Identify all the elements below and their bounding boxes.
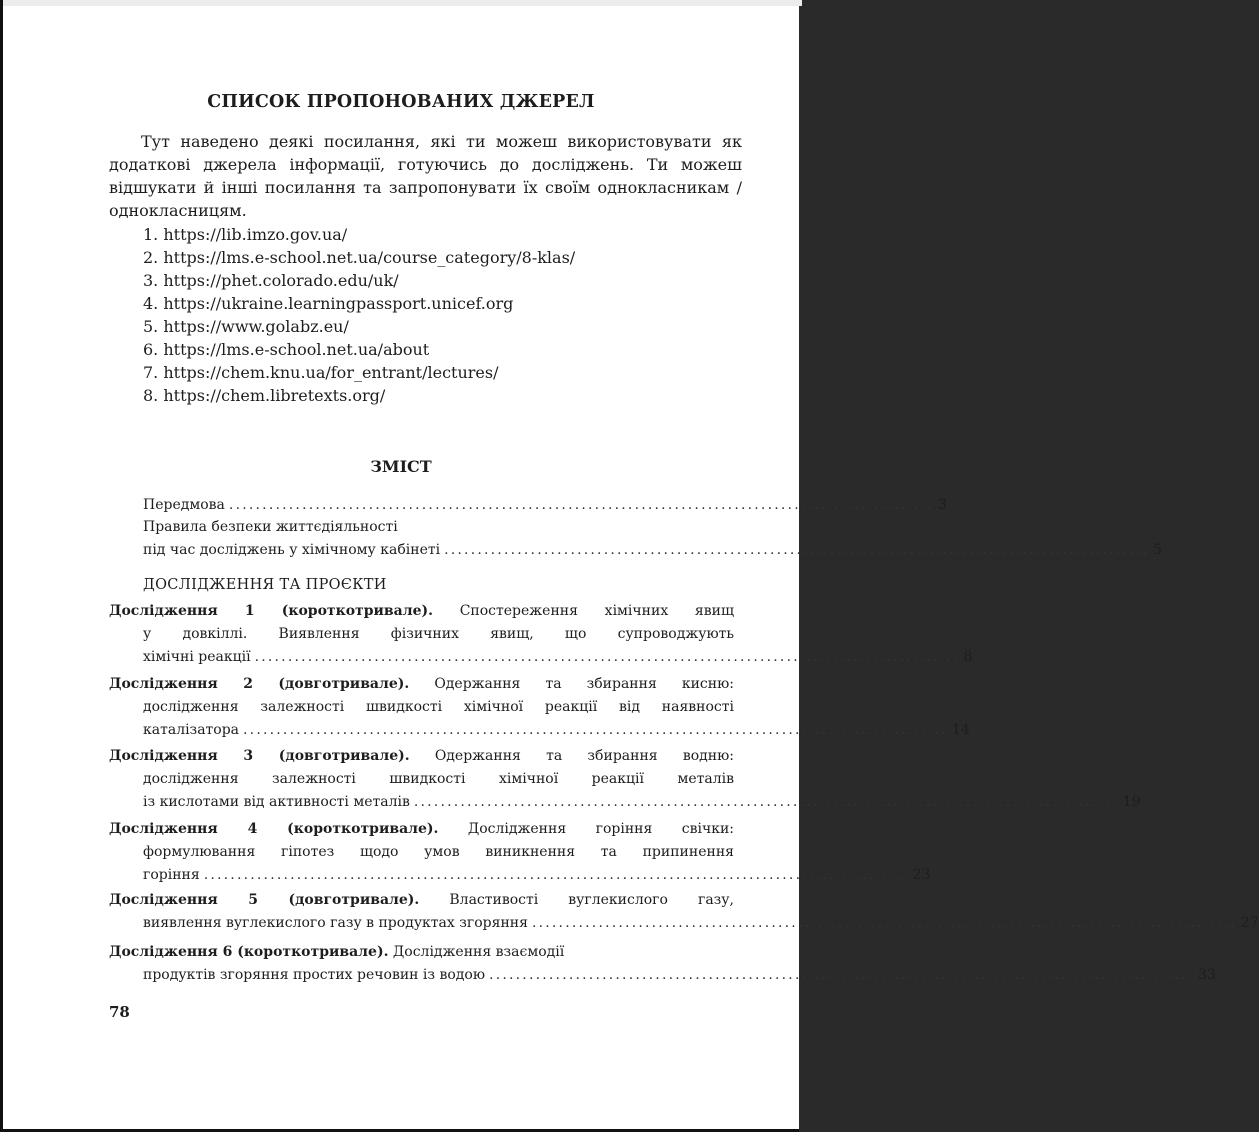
toc-page-number: 3 [937,497,947,513]
link-item[interactable]: 7. https://chem.knu.ua/for_entrant/lectures/ [143,363,499,382]
entry-text: хімічні реакції [143,649,251,665]
entry-text: горіння [143,867,200,883]
intro-paragraph: Тут наведено деякі посилання, які ти можеш використовувати як додаткові джерела інформації, готуючись до досліджень. Ти можеш відшукати й інші посилання та запропонувати їх своїм однокласникам / однокласницям. [109,132,742,220]
toc-entry-1 [109,600,973,669]
toc-preface [109,494,947,517]
toc-leader: .......................................................................................................... [444,542,1150,558]
entry-text: Спостереження хімічних явищ [459,603,734,619]
links-list [143,223,575,407]
link-item[interactable]: 6. https://lms.e-school.net.ua/about [143,340,430,359]
entry-text: із кислотами від активності металів [143,794,410,810]
toc-label: Правила безпеки життєдіяльності [143,519,398,535]
entry-title: Дослідження 5 (довготривале). [109,892,420,908]
toc-page-number: 27 [1240,915,1259,931]
entry-text: Одержання та збирання водню: [434,748,735,764]
link-item[interactable]: 8. https://chem.libretexts.org/ [143,386,386,405]
toc-page-number: 19 [1122,794,1141,810]
sources-title: СПИСОК ПРОПОНОВАНИХ ДЖЕРЕЛ [207,92,595,112]
toc-page-number: 8 [963,649,973,665]
entry-text: формулювання гіпотез щодо умов виникнення та припинення [143,844,734,860]
toc-entry-3 [109,745,1141,814]
link-item[interactable]: 3. https://phet.colorado.edu/uk/ [143,271,399,290]
toc-entry-6 [109,941,1216,987]
toc-leader: .......................................................................................................... [531,915,1237,931]
entry-title: Дослідження 3 (довготривале). [109,748,410,764]
link-item[interactable]: 1. https://lib.imzo.gov.ua/ [143,225,348,244]
toc-leader: .......................................................................................................... [228,497,934,513]
toc-section-heading [109,574,734,597]
entry-text: Дослідження взаємодії [392,944,565,960]
entry-text: Властивості вуглекислого газу, [449,892,734,908]
link-item[interactable]: 2. https://lms.e-school.net.ua/course_category/8-klas/ [143,248,576,267]
toc-entry-2 [109,673,970,742]
contents-title: ЗМІСТ [370,457,432,476]
link-item[interactable]: 4. https://ukraine.learningpassport.unicef.org [143,294,514,313]
entry-text: продуктів згоряння простих речовин із водою [143,967,486,983]
entry-title: Дослідження 1 (короткотривале). [109,603,433,619]
toc-leader: .......................................................................................................... [203,867,909,883]
entry-title: Дослідження 2 (довготривале). [109,676,410,692]
toc-page-number: 14 [951,722,970,738]
entry-text: дослідження залежності швидкості хімічної реакції від наявності [143,699,734,715]
scan-top-edge [3,0,802,6]
entry-text: Дослідження горіння свічки: [467,821,735,837]
link-item[interactable]: 5. https://www.golabz.eu/ [143,317,349,336]
sources-intro [109,130,742,222]
entry-text: каталізатора [143,722,240,738]
toc-leader: .......................................................................................................... [243,722,948,738]
toc-leader: .......................................................................................................... [489,967,1194,983]
toc-entry-5 [109,889,1259,935]
toc-label: Передмова [143,497,225,513]
entry-text: у довкіллі. Виявлення фізичних явищ, що супроводжують [143,626,734,642]
entry-text: Одержання та збирання кисню: [434,676,734,692]
toc-safety [109,516,1162,562]
section-heading: ДОСЛІДЖЕННЯ ТА ПРОЄКТИ [143,577,387,593]
entry-text: дослідження залежності швидкості хімічної реакції металів [143,771,734,787]
entry-title: Дослідження 6 (короткотривале). [109,944,389,960]
toc-leader: .......................................................................................................... [254,649,960,665]
toc-leader: .......................................................................................................... [413,794,1119,810]
page-number: 78 [109,1003,130,1021]
entry-text: виявлення вуглекислого газу в продуктах згоряння [143,915,528,931]
toc-entry-4 [109,818,931,887]
toc-page-number: 5 [1153,542,1162,558]
toc-label: під час досліджень у хімічному кабінеті [143,542,441,558]
toc-page-number: 23 [912,867,931,883]
toc-page-number: 33 [1197,967,1216,983]
entry-title: Дослідження 4 (короткотривале). [109,821,439,837]
